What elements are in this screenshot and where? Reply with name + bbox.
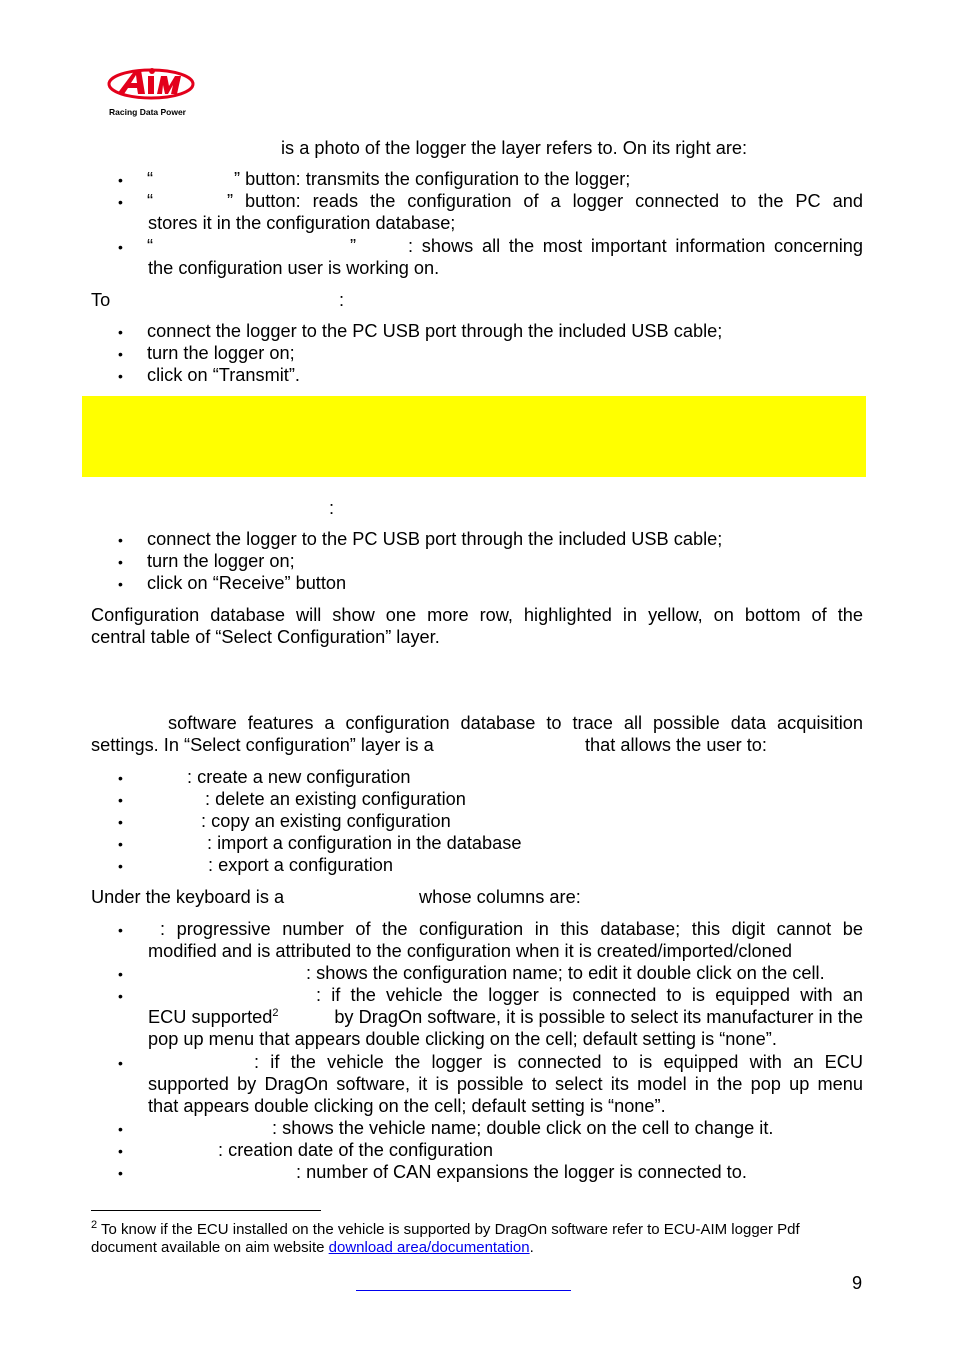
- bullet: •: [118, 858, 123, 874]
- column-number-line2: modified and is attributed to the configuration when it is created/imported/cloned: [148, 941, 793, 961]
- footnote-separator: [91, 1210, 321, 1211]
- bullet: •: [118, 1143, 123, 1159]
- bullet: •: [118, 576, 123, 592]
- to-label: To: [91, 290, 111, 310]
- column-model-line1: : if the vehicle the logger is connected to is equipped with an ECU: [254, 1052, 863, 1072]
- column-can: : number of CAN expansions the logger is connected to.: [296, 1162, 747, 1182]
- footnote-line2: document available on aim website download area/documentation.: [91, 1239, 534, 1256]
- intro-line: is a photo of the logger the layer refers to. On its right are:: [281, 138, 748, 158]
- bullet: •: [118, 324, 123, 340]
- column-model-line3: that appears double clicking on the cell; default setting is “none”.: [148, 1096, 666, 1116]
- bullet: •: [118, 532, 123, 548]
- receive-description: ” button: reads the configuration of a logger connected to the PC and: [227, 191, 863, 211]
- transmit-step-2: turn the logger on;: [147, 343, 295, 363]
- manufacturer-cont: by DragOn software, it is possible to select its manufacturer in the: [334, 1007, 863, 1027]
- page-number: 9: [852, 1273, 863, 1293]
- transmit-quote-open: “: [147, 169, 154, 189]
- receive-description-cont: stores it in the configuration database;: [148, 213, 456, 233]
- bullet: •: [118, 988, 123, 1004]
- table-intro-b: whose columns are:: [419, 887, 581, 907]
- bullet: •: [118, 1121, 123, 1137]
- bullet: •: [118, 922, 123, 938]
- info-description: : shows all the most important information concerning: [408, 236, 863, 256]
- transmit-step-3: click on “Transmit”.: [147, 365, 300, 385]
- software-paragraph-line1: software features a configuration database to trace all possible data acquisition: [168, 713, 863, 733]
- bullet: •: [118, 172, 123, 188]
- info-quote-close: ”: [350, 236, 357, 256]
- column-manufacturer-line1: : if the vehicle the logger is connected to is equipped with an: [316, 985, 863, 1005]
- keyboard-clone: : copy an existing configuration: [201, 811, 451, 831]
- to-colon: :: [339, 290, 345, 310]
- warning-highlight-box: [82, 396, 866, 477]
- footnote-ref: 2: [272, 1006, 279, 1019]
- keyboard-import: : import a configuration in the database: [207, 833, 522, 853]
- table-intro-a: Under the keyboard is a: [91, 887, 285, 907]
- footnote-number: 2: [91, 1219, 98, 1231]
- footer-link-underline[interactable]: [356, 1290, 571, 1291]
- ecu-supported-text: ECU supported$^2$: [148, 1006, 279, 1027]
- column-number-line1: : progressive number of the configuration in this database; this digit cannot be: [160, 919, 863, 939]
- logo-tagline: Racing Data Power: [109, 107, 186, 117]
- download-area-link[interactable]: download area/documentation: [328, 1239, 530, 1256]
- column-manufacturer-line3: pop up menu that appears double clicking on the cell; default setting is “none”.: [148, 1029, 777, 1049]
- footnote-line1: [91, 1221, 863, 1239]
- aim-logo: [107, 64, 197, 120]
- software-paragraph-line2a: settings. In “Select configuration” layer is a: [91, 735, 434, 755]
- receive-step-3: click on “Receive” button: [147, 573, 347, 593]
- column-name: : shows the configuration name; to edit it double click on the cell.: [306, 963, 825, 983]
- bullet: •: [118, 836, 123, 852]
- bullet: •: [118, 346, 123, 362]
- column-date: : creation date of the configuration: [218, 1140, 494, 1160]
- info-description-cont: the configuration user is working on.: [148, 258, 440, 278]
- bullet: •: [118, 1055, 123, 1071]
- receive-step-1: connect the logger to the PC USB port through the included USB cable;: [147, 529, 723, 549]
- transmit-description: ” button: transmits the configuration to the logger;: [234, 169, 631, 189]
- bullet: •: [118, 554, 123, 570]
- software-paragraph-line2b: that allows the user to:: [585, 735, 767, 755]
- receive-step-2: turn the logger on;: [147, 551, 295, 571]
- bullet: •: [118, 792, 123, 808]
- info-quote-open: “: [147, 236, 154, 256]
- database-paragraph-line1: Configuration database will show one more row, highlighted in yellow, on bottom of the: [91, 605, 863, 625]
- bullet: •: [118, 239, 123, 255]
- transmit-step-1: connect the logger to the PC USB port through the included USB cable;: [147, 321, 723, 341]
- column-vehicle: : shows the vehicle name; double click on the cell to change it.: [272, 1118, 774, 1138]
- column-model-line2: supported by DragOn software, it is possible to select its model in the pop up menu: [148, 1074, 863, 1094]
- column-manufacturer-line2: [148, 1006, 863, 1028]
- bullet: •: [118, 966, 123, 982]
- footnote-body-start: $^2$ To know if the ECU installed on the vehicle is supported by DragOn software refer to ECU-AIM logger Pdf: [91, 1219, 800, 1238]
- database-paragraph-line2: central table of “Select Configuration” layer.: [91, 627, 440, 647]
- bullet: •: [118, 1165, 123, 1181]
- keyboard-delete: : delete an existing configuration: [205, 789, 466, 809]
- bullet: •: [118, 194, 123, 210]
- bullet: •: [118, 770, 123, 786]
- bullet: •: [118, 814, 123, 830]
- keyboard-export: : export a configuration: [208, 855, 394, 875]
- bullet: •: [118, 368, 123, 384]
- keyboard-new: : create a new configuration: [187, 767, 411, 787]
- receive-colon: :: [329, 498, 335, 518]
- receive-quote-open: “: [147, 191, 154, 211]
